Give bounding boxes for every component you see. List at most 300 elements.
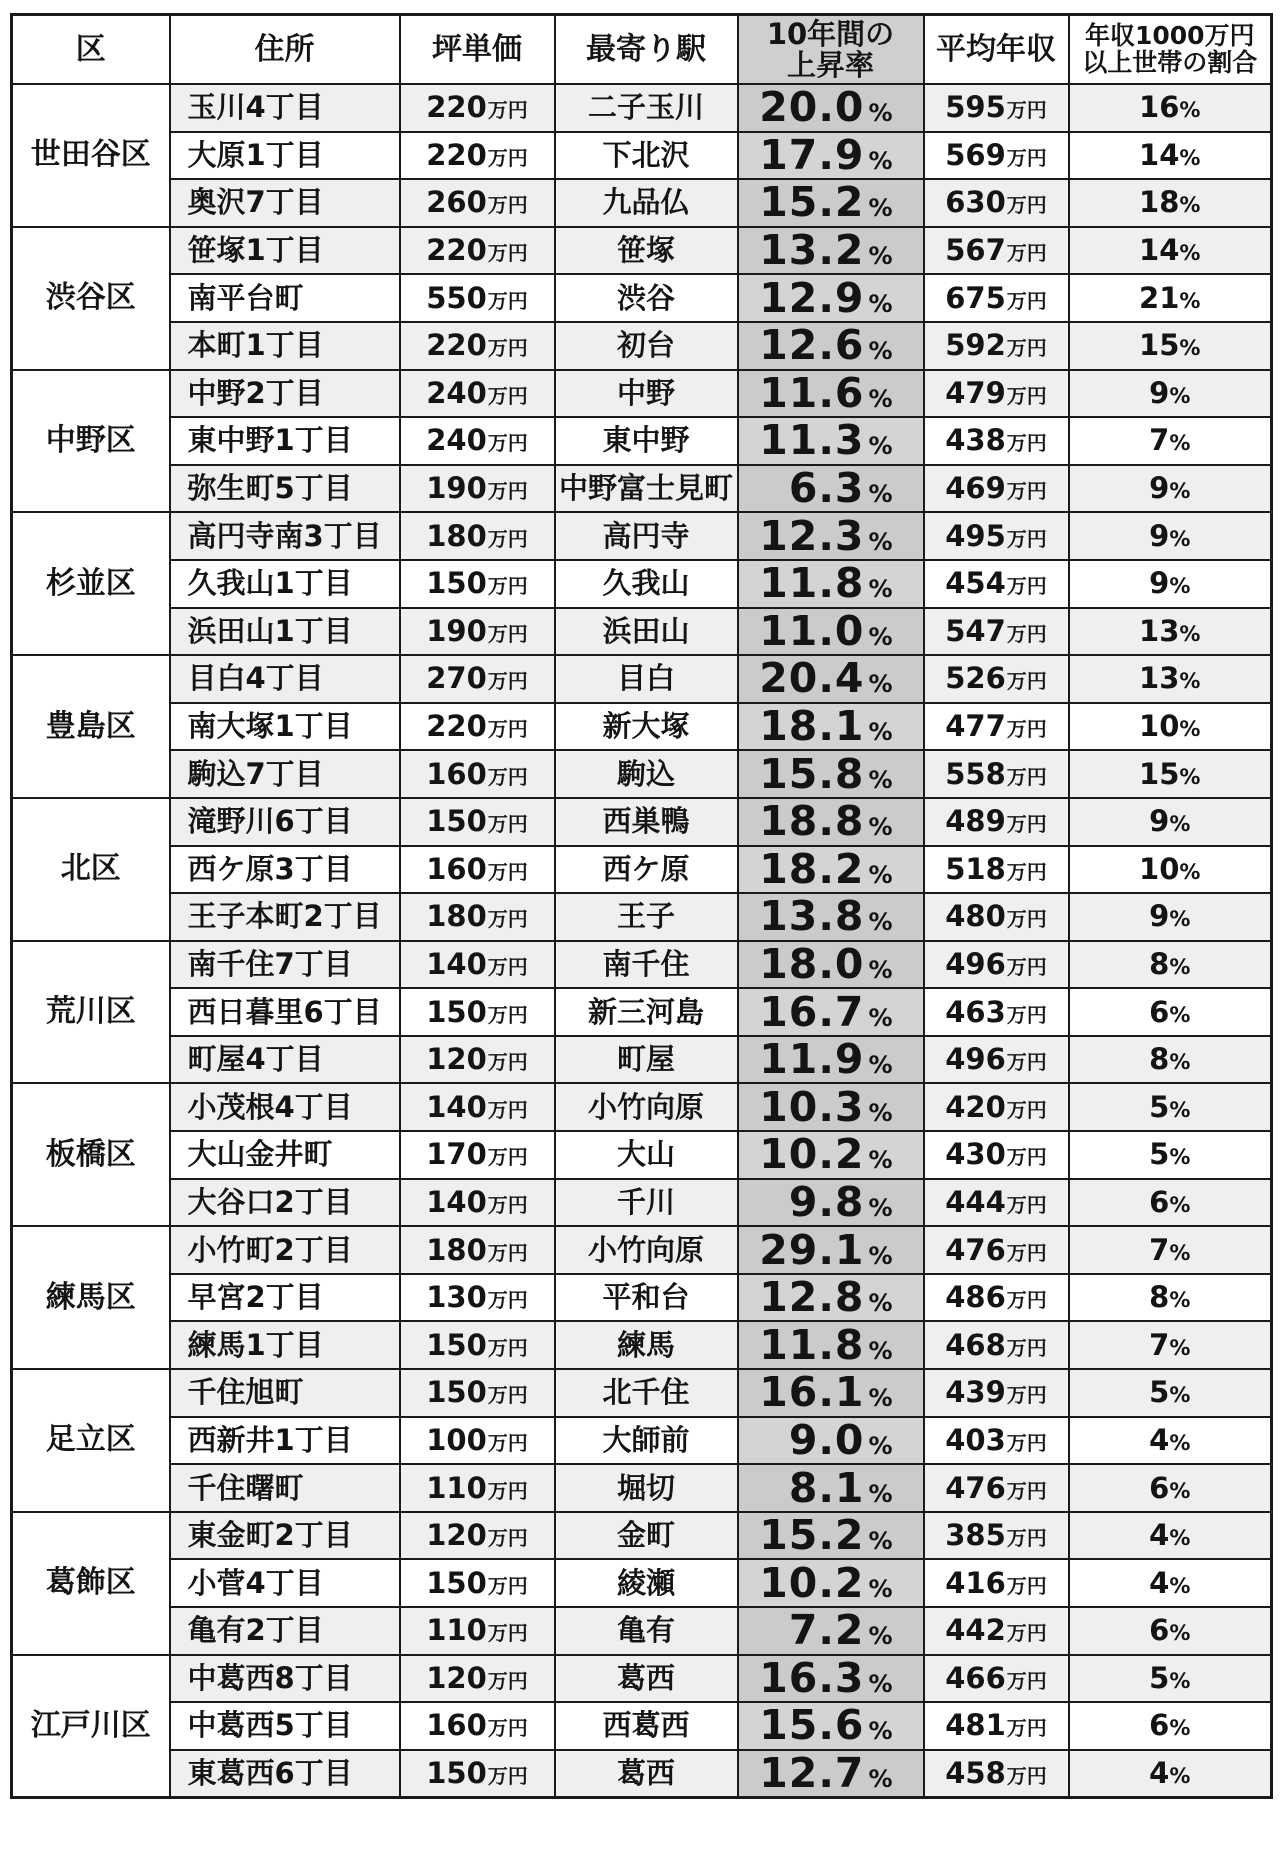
share-cell (1069, 417, 1272, 465)
share-unit: % (1169, 954, 1191, 979)
income-value: 458 (945, 1756, 1006, 1791)
price-cell (400, 1369, 555, 1417)
address-cell: 西日暮里6丁目 (170, 988, 400, 1036)
station-cell: 金町 (555, 1512, 738, 1560)
share-value: 10 (1139, 709, 1180, 744)
price-unit: 万円 (487, 1145, 528, 1170)
table-row (12, 1321, 1272, 1369)
station-cell: 笹塚 (555, 227, 738, 275)
rate-value: 10.2 (759, 1131, 865, 1179)
address-cell: 西新井1丁目 (170, 1417, 400, 1465)
header-address: 住所 (170, 15, 400, 85)
income-cell (924, 1226, 1069, 1274)
station-cell: 王子 (555, 893, 738, 941)
income-value: 477 (945, 709, 1006, 744)
rate-value: 10.2 (759, 1559, 865, 1607)
rate-cell (738, 512, 924, 560)
income-value: 495 (945, 518, 1006, 553)
price-unit: 万円 (487, 1240, 528, 1265)
rate-value: 16.7 (759, 988, 865, 1036)
income-unit: 万円 (1006, 1621, 1047, 1646)
rate-unit: % (868, 1193, 893, 1222)
share-value: 14 (1139, 233, 1180, 268)
table-row (12, 941, 1272, 989)
price-value: 150 (426, 804, 487, 839)
rate-value: 17.9 (759, 131, 865, 179)
price-unit: 万円 (487, 669, 528, 694)
rate-value: 18.0 (759, 940, 865, 988)
share-unit: % (1179, 288, 1201, 313)
station-cell: 中野 (555, 370, 738, 418)
rate-unit: % (868, 1717, 893, 1746)
price-unit: 万円 (487, 717, 528, 742)
rate-cell (738, 1417, 924, 1465)
rate-unit: % (868, 718, 893, 747)
income-cell (924, 132, 1069, 180)
price-unit: 万円 (487, 193, 528, 218)
price-unit: 万円 (487, 98, 528, 123)
rate-cell (738, 274, 924, 322)
price-cell (400, 1321, 555, 1369)
income-cell (924, 846, 1069, 894)
station-cell: 渋谷 (555, 274, 738, 322)
table-row (12, 322, 1272, 370)
share-cell (1069, 512, 1272, 560)
income-unit: 万円 (1006, 1050, 1047, 1075)
address-cell: 玉川4丁目 (170, 84, 400, 132)
table-row (12, 1274, 1272, 1322)
share-value: 5 (1149, 1137, 1170, 1172)
income-value: 481 (945, 1708, 1006, 1743)
header-rate-line2: 上昇率 (786, 47, 874, 82)
share-cell (1069, 1321, 1272, 1369)
income-value: 466 (945, 1660, 1006, 1695)
share-cell (1069, 1036, 1272, 1084)
income-cell (924, 941, 1069, 989)
rate-unit: % (868, 670, 893, 699)
share-value: 9 (1149, 899, 1170, 934)
rate-value: 6.3 (788, 464, 865, 513)
share-unit: % (1169, 1240, 1191, 1265)
table-row (12, 703, 1272, 751)
income-cell (924, 227, 1069, 275)
income-cell (924, 1131, 1069, 1179)
rate-unit: % (868, 337, 893, 366)
income-value: 476 (945, 1232, 1006, 1267)
income-unit: 万円 (1006, 241, 1047, 266)
income-cell (924, 893, 1069, 941)
share-value: 18 (1139, 185, 1180, 220)
rate-cell (738, 893, 924, 941)
income-cell (924, 1750, 1069, 1798)
rate-unit: % (868, 1431, 893, 1460)
income-cell (924, 1321, 1069, 1369)
share-unit: % (1169, 1288, 1191, 1313)
income-unit: 万円 (1006, 288, 1047, 313)
address-cell: 中葛西5丁目 (170, 1702, 400, 1750)
income-unit: 万円 (1006, 621, 1047, 646)
income-unit: 万円 (1006, 98, 1047, 123)
rate-cell (738, 370, 924, 418)
share-cell (1069, 1512, 1272, 1560)
rate-cell (738, 846, 924, 894)
price-cell (400, 1702, 555, 1750)
address-cell: 東中野1丁目 (170, 417, 400, 465)
rate-unit: % (868, 575, 893, 604)
station-cell: 北千住 (555, 1369, 738, 1417)
price-value: 270 (426, 661, 487, 696)
station-cell: 新三河島 (555, 988, 738, 1036)
share-value: 6 (1149, 1470, 1170, 1505)
table-row (12, 1750, 1272, 1798)
share-cell (1069, 798, 1272, 846)
address-cell: 東葛西6丁目 (170, 1750, 400, 1798)
income-unit: 万円 (1006, 1335, 1047, 1360)
share-cell (1069, 1417, 1272, 1465)
price-value: 140 (426, 1184, 487, 1219)
rate-unit: % (868, 242, 893, 271)
share-unit: % (1169, 1002, 1191, 1027)
rate-cell (738, 560, 924, 608)
station-cell: 目白 (555, 655, 738, 703)
price-cell (400, 227, 555, 275)
share-value: 6 (1149, 1184, 1170, 1219)
income-cell (924, 750, 1069, 798)
rate-unit: % (868, 432, 893, 461)
income-cell (924, 655, 1069, 703)
station-cell: 町屋 (555, 1036, 738, 1084)
station-cell: 葛西 (555, 1655, 738, 1703)
table-row (12, 893, 1272, 941)
share-cell (1069, 1369, 1272, 1417)
share-cell (1069, 1179, 1272, 1227)
rate-unit: % (868, 813, 893, 842)
income-cell (924, 1512, 1069, 1560)
rate-unit: % (868, 1003, 893, 1032)
share-unit: % (1169, 1192, 1191, 1217)
rate-unit: % (868, 194, 893, 223)
share-unit: % (1169, 907, 1191, 932)
table-row (12, 1512, 1272, 1560)
share-value: 4 (1149, 1756, 1170, 1791)
share-cell (1069, 1274, 1272, 1322)
table-row (12, 84, 1272, 132)
station-cell: 高円寺 (555, 512, 738, 560)
price-value: 220 (426, 233, 487, 268)
rate-cell (738, 1559, 924, 1607)
rate-unit: % (868, 1574, 893, 1603)
station-cell: 葛西 (555, 1750, 738, 1798)
share-unit: % (1169, 1145, 1191, 1170)
price-value: 150 (426, 1375, 487, 1410)
table-row (12, 1179, 1272, 1227)
income-value: 463 (945, 994, 1006, 1029)
rate-value: 11.8 (759, 559, 865, 608)
income-cell (924, 560, 1069, 608)
station-cell: 西ケ原 (555, 846, 738, 894)
price-unit: 万円 (487, 1526, 528, 1551)
station-cell: 東中野 (555, 417, 738, 465)
income-value: 526 (945, 661, 1006, 696)
price-cell (400, 1179, 555, 1227)
share-unit: % (1169, 383, 1191, 408)
income-cell (924, 703, 1069, 751)
table-row (12, 1702, 1272, 1750)
share-value: 5 (1149, 1089, 1170, 1124)
rate-value: 11.6 (759, 369, 865, 417)
station-cell: 二子玉川 (555, 84, 738, 132)
share-value: 7 (1149, 1327, 1170, 1362)
price-unit: 万円 (487, 1050, 528, 1075)
rate-cell (738, 227, 924, 275)
address-cell: 中葛西8丁目 (170, 1655, 400, 1703)
address-cell: 千住旭町 (170, 1369, 400, 1417)
header-share-line2: 以上世帯の割合 (1082, 47, 1258, 77)
price-value: 180 (426, 1232, 487, 1267)
price-value: 260 (426, 185, 487, 220)
price-value: 170 (426, 1137, 487, 1172)
rate-value: 18.2 (759, 845, 865, 893)
address-cell: 笹塚1丁目 (170, 227, 400, 275)
price-unit: 万円 (487, 1383, 528, 1408)
rate-unit: % (868, 480, 893, 509)
income-value: 438 (945, 423, 1006, 458)
station-cell: 新大塚 (555, 703, 738, 751)
price-cell (400, 988, 555, 1036)
share-cell (1069, 179, 1272, 227)
price-value: 150 (426, 566, 487, 601)
rate-unit: % (868, 1527, 893, 1556)
price-unit: 万円 (487, 764, 528, 789)
price-value: 110 (426, 1470, 487, 1505)
income-unit: 万円 (1006, 193, 1047, 218)
price-value: 150 (426, 1756, 487, 1791)
income-cell (924, 1083, 1069, 1131)
price-value: 150 (426, 1327, 487, 1362)
share-cell (1069, 988, 1272, 1036)
price-unit: 万円 (487, 145, 528, 170)
income-cell (924, 465, 1069, 513)
price-cell (400, 322, 555, 370)
address-cell: 小菅4丁目 (170, 1559, 400, 1607)
price-cell (400, 941, 555, 989)
rate-cell (738, 703, 924, 751)
share-unit: % (1179, 764, 1201, 789)
income-cell (924, 179, 1069, 227)
income-cell (924, 1036, 1069, 1084)
address-cell: 王子本町2丁目 (170, 893, 400, 941)
address-cell: 浜田山1丁目 (170, 608, 400, 656)
share-unit: % (1179, 145, 1201, 170)
rate-unit: % (868, 99, 893, 128)
ward-cell: 世田谷区 (12, 84, 170, 227)
income-cell (924, 1702, 1069, 1750)
rate-cell (738, 1512, 924, 1560)
rate-unit: % (868, 765, 893, 794)
address-cell: 早宮2丁目 (170, 1274, 400, 1322)
table-row (12, 750, 1272, 798)
table-row (12, 1417, 1272, 1465)
income-cell (924, 417, 1069, 465)
rate-cell (738, 1131, 924, 1179)
table-row (12, 512, 1272, 560)
rate-value: 20.0 (759, 84, 865, 132)
income-cell (924, 988, 1069, 1036)
income-unit: 万円 (1006, 336, 1047, 361)
rate-unit: % (868, 289, 893, 318)
income-value: 595 (945, 90, 1006, 125)
price-unit: 万円 (487, 954, 528, 979)
income-unit: 万円 (1006, 479, 1047, 504)
station-cell: 南千住 (555, 941, 738, 989)
share-unit: % (1169, 1668, 1191, 1693)
rate-value: 12.8 (759, 1273, 865, 1322)
share-value: 10 (1139, 851, 1180, 886)
price-unit: 万円 (487, 907, 528, 932)
price-unit: 万円 (487, 1335, 528, 1360)
price-cell (400, 84, 555, 132)
station-cell: 大師前 (555, 1417, 738, 1465)
header-station: 最寄り駅 (555, 15, 738, 85)
price-value: 180 (426, 518, 487, 553)
price-unit: 万円 (487, 1097, 528, 1122)
rate-cell (738, 1179, 924, 1227)
income-unit: 万円 (1006, 574, 1047, 599)
table-row (12, 179, 1272, 227)
table-row (12, 560, 1272, 608)
share-value: 7 (1149, 1232, 1170, 1267)
share-value: 14 (1139, 137, 1180, 172)
price-cell (400, 1417, 555, 1465)
price-value: 190 (426, 613, 487, 648)
price-unit: 万円 (487, 574, 528, 599)
price-unit: 万円 (487, 1478, 528, 1503)
income-value: 567 (945, 233, 1006, 268)
address-cell: 目白4丁目 (170, 655, 400, 703)
table-row (12, 1559, 1272, 1607)
price-unit: 万円 (487, 1573, 528, 1598)
income-value: 454 (945, 566, 1006, 601)
share-unit: % (1169, 1430, 1191, 1455)
price-value: 160 (426, 1708, 487, 1743)
price-cell (400, 1607, 555, 1655)
price-cell (400, 1655, 555, 1703)
address-cell: 小茂根4丁目 (170, 1083, 400, 1131)
table-body (12, 84, 1272, 1798)
income-cell (924, 1179, 1069, 1227)
table-row (12, 1226, 1272, 1274)
address-cell: 小竹町2丁目 (170, 1226, 400, 1274)
station-cell: 西葛西 (555, 1702, 738, 1750)
price-value: 150 (426, 1565, 487, 1600)
income-unit: 万円 (1006, 383, 1047, 408)
share-unit: % (1179, 98, 1201, 123)
share-cell (1069, 84, 1272, 132)
price-cell (400, 132, 555, 180)
share-value: 4 (1149, 1518, 1170, 1553)
share-unit: % (1179, 336, 1201, 361)
rate-value: 15.2 (759, 179, 865, 227)
rate-cell (738, 1036, 924, 1084)
rate-unit: % (868, 1241, 893, 1270)
income-unit: 万円 (1006, 1716, 1047, 1741)
price-unit: 万円 (487, 1002, 528, 1027)
address-cell: 大原1丁目 (170, 132, 400, 180)
rate-unit: % (868, 1479, 893, 1508)
income-value: 489 (945, 804, 1006, 839)
price-unit: 万円 (487, 431, 528, 456)
rate-value: 12.6 (759, 321, 865, 370)
income-value: 385 (945, 1518, 1006, 1553)
income-unit: 万円 (1006, 1288, 1047, 1313)
rate-cell (738, 132, 924, 180)
address-cell: 千住曙町 (170, 1464, 400, 1512)
rate-cell (738, 417, 924, 465)
price-cell (400, 1512, 555, 1560)
income-unit: 万円 (1006, 907, 1047, 932)
rate-cell (738, 179, 924, 227)
share-cell (1069, 465, 1272, 513)
share-value: 8 (1149, 946, 1170, 981)
header-price: 坪単価 (400, 15, 555, 85)
share-cell (1069, 274, 1272, 322)
price-cell (400, 1036, 555, 1084)
income-value: 675 (945, 280, 1006, 315)
station-cell: 九品仏 (555, 179, 738, 227)
share-cell (1069, 1607, 1272, 1655)
price-cell (400, 274, 555, 322)
table-row (12, 1464, 1272, 1512)
header-income: 平均年収 (924, 15, 1069, 85)
rate-value: 7.2 (788, 1607, 865, 1655)
share-unit: % (1179, 669, 1201, 694)
income-cell (924, 1417, 1069, 1465)
ward-cell: 豊島区 (12, 655, 170, 798)
income-cell (924, 84, 1069, 132)
table-row (12, 1036, 1272, 1084)
income-unit: 万円 (1006, 1192, 1047, 1217)
price-cell (400, 655, 555, 703)
share-unit: % (1169, 1478, 1191, 1503)
share-unit: % (1169, 1335, 1191, 1360)
price-cell (400, 1131, 555, 1179)
station-cell: 下北沢 (555, 132, 738, 180)
share-unit: % (1169, 812, 1191, 837)
income-unit: 万円 (1006, 1383, 1047, 1408)
rate-unit: % (868, 1146, 893, 1175)
share-value: 15 (1139, 328, 1180, 363)
ward-cell: 杉並区 (12, 512, 170, 655)
share-value: 8 (1149, 1042, 1170, 1077)
table-row (12, 1655, 1272, 1703)
rate-unit: % (868, 527, 893, 556)
income-cell (924, 1559, 1069, 1607)
rate-value: 11.9 (759, 1035, 865, 1084)
price-value: 150 (426, 994, 487, 1029)
income-unit: 万円 (1006, 859, 1047, 884)
share-value: 6 (1149, 1613, 1170, 1648)
address-cell: 町屋4丁目 (170, 1036, 400, 1084)
income-value: 476 (945, 1470, 1006, 1505)
address-cell: 久我山1丁目 (170, 560, 400, 608)
station-cell: 西巣鴨 (555, 798, 738, 846)
share-value: 5 (1149, 1660, 1170, 1695)
income-unit: 万円 (1006, 431, 1047, 456)
share-value: 9 (1149, 375, 1170, 410)
price-unit: 万円 (487, 1192, 528, 1217)
income-unit: 万円 (1006, 669, 1047, 694)
price-cell (400, 1274, 555, 1322)
